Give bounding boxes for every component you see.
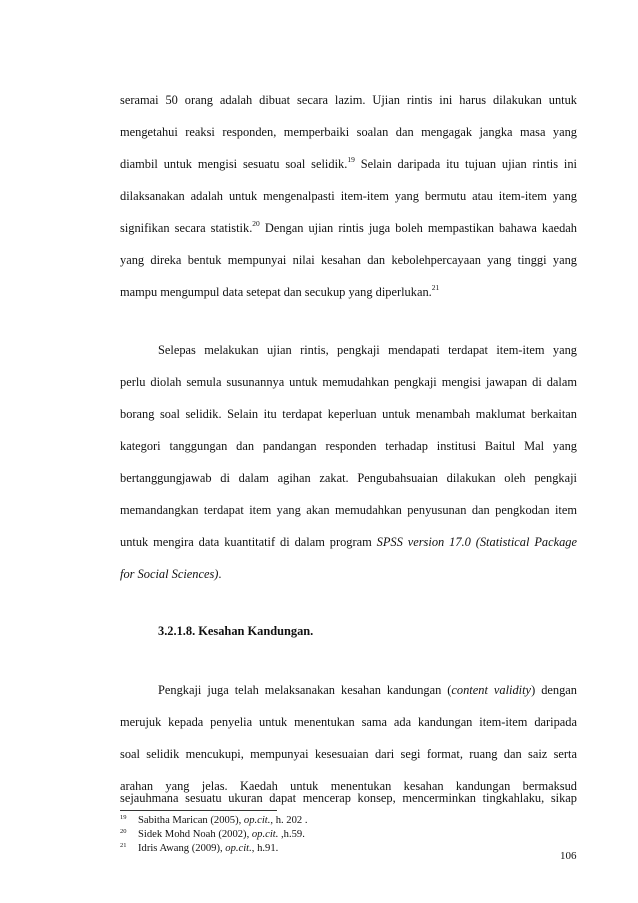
text-run: Idris Awang (2009), xyxy=(138,843,226,854)
footnote-marker: 20 xyxy=(120,828,127,835)
text-run: signifikan secara statistik. xyxy=(120,221,253,235)
paragraph-1-line-6: yang direka bentuk mempunyai nilai kesahan dan kebolehpercayaan yang tinggi yang xyxy=(120,253,577,267)
footnote-separator xyxy=(120,810,277,811)
paragraph-1-line-1: seramai 50 orang adalah dibuat secara lazim. Ujian rintis ini harus dilakukan untuk xyxy=(120,93,577,107)
paragraph-3-line-4: arahan yang jelas. Kaedah untuk menentukan kesahan kandungan bermaksud xyxy=(120,779,577,793)
italic-run: content validity xyxy=(451,683,532,697)
paragraph-2-line-8 xyxy=(120,566,577,582)
paragraph-3-line-3: soal selidik mencukupi, mempunyai kesesuaian dari segi format, ruang dan saiz serta xyxy=(120,747,577,761)
footnote-21 xyxy=(120,842,278,855)
footnote-marker: 21 xyxy=(120,842,127,849)
footnote-number xyxy=(120,814,138,827)
text-run: Sabitha Marican (2005), xyxy=(138,815,244,826)
section-heading: 3.2.1.8. Kesahan Kandungan. xyxy=(158,624,314,638)
text-run: Sidek Mohd Noah (2002), xyxy=(138,829,252,840)
text-run: , h.91. xyxy=(251,843,279,854)
paragraph-2-line-7 xyxy=(120,534,577,550)
footnote-19 xyxy=(120,814,307,827)
italic-run: for Social Sciences) xyxy=(120,567,219,581)
text-run: Pengkaji juga telah melaksanakan kesahan kandungan ( xyxy=(158,683,452,697)
paragraph-2-line-2: perlu diolah semula susunannya untuk memudahkan pengkaji mengisi jawapan di dalam xyxy=(120,375,577,389)
paragraph-2-line-5: bertanggungjawab di dalam agihan zakat. Pengubahsuaian dilakukan oleh pengkaji xyxy=(120,471,577,485)
text-run: diambil untuk mengisi sesuatu soal selidik. xyxy=(120,157,348,171)
paragraph-1-line-4: dilaksanakan adalah untuk mengenalpasti item-item yang bermutu atau item-item yang xyxy=(120,189,577,203)
footnote-ref-20: 20 xyxy=(252,219,260,228)
text-run: ) dengan xyxy=(531,683,577,697)
text-run: untuk mengira data kuantitatif di dalam program xyxy=(120,535,377,549)
paragraph-2-line-6: memandangkan terdapat item yang akan memudahkan penyusunan dan pengkodan item xyxy=(120,503,577,517)
paragraph-3-line-1 xyxy=(158,682,577,698)
paragraph-1-line-7 xyxy=(120,284,577,300)
footnote-number xyxy=(120,842,138,855)
paragraph-3-line-5: sejauhmana sesuatu ukuran dapat mencerap konsep, mencerminkan tingkahlaku, sikap xyxy=(120,791,577,805)
page-number: 106 xyxy=(560,850,577,862)
italic-run: op.cit. xyxy=(225,843,252,854)
text-run: mampu mengumpul data setepat dan secukup yang diperlukan. xyxy=(120,285,432,299)
footnote-marker: 19 xyxy=(120,814,127,821)
text-run: , h. 202 . xyxy=(270,815,308,826)
paragraph-1-line-3 xyxy=(120,156,577,172)
paragraph-3-line-2: merujuk kepada penyelia untuk menentukan sama ada kandungan item-item daripada xyxy=(120,715,577,729)
text-run: Selain daripada itu tujuan ujian rintis ini xyxy=(354,157,577,171)
paragraph-2-line-1: Selepas melakukan ujian rintis, pengkaji mendapati terdapat item-item yang xyxy=(158,343,577,357)
footnote-20 xyxy=(120,828,305,841)
paragraph-2-line-3: borang soal selidik. Selain itu terdapat keperluan untuk menambah maklumat berkaitan xyxy=(120,407,577,421)
italic-run: op.cit. xyxy=(251,829,282,840)
italic-run: op.cit. xyxy=(243,815,271,826)
paragraph-2-line-4: kategori tanggungan dan pandangan responden terhadap institusi Baitul Mal yang xyxy=(120,439,577,453)
paragraph-1-line-2: mengetahui reaksi responden, memperbaiki soalan dan mengagak jangka masa yang xyxy=(120,125,577,139)
text-run: . xyxy=(218,567,222,581)
footnote-number xyxy=(120,828,138,841)
italic-run: SPSS version 17.0 (Statistical Package xyxy=(376,535,577,549)
footnote-ref-21: 21 xyxy=(431,283,440,292)
text-run: ,h.59. xyxy=(281,829,305,840)
paragraph-1-line-5 xyxy=(120,220,577,236)
footnote-ref-19: 19 xyxy=(347,155,355,164)
text-run: Dengan ujian rintis juga boleh mempastikan bahawa kaedah xyxy=(259,221,577,235)
